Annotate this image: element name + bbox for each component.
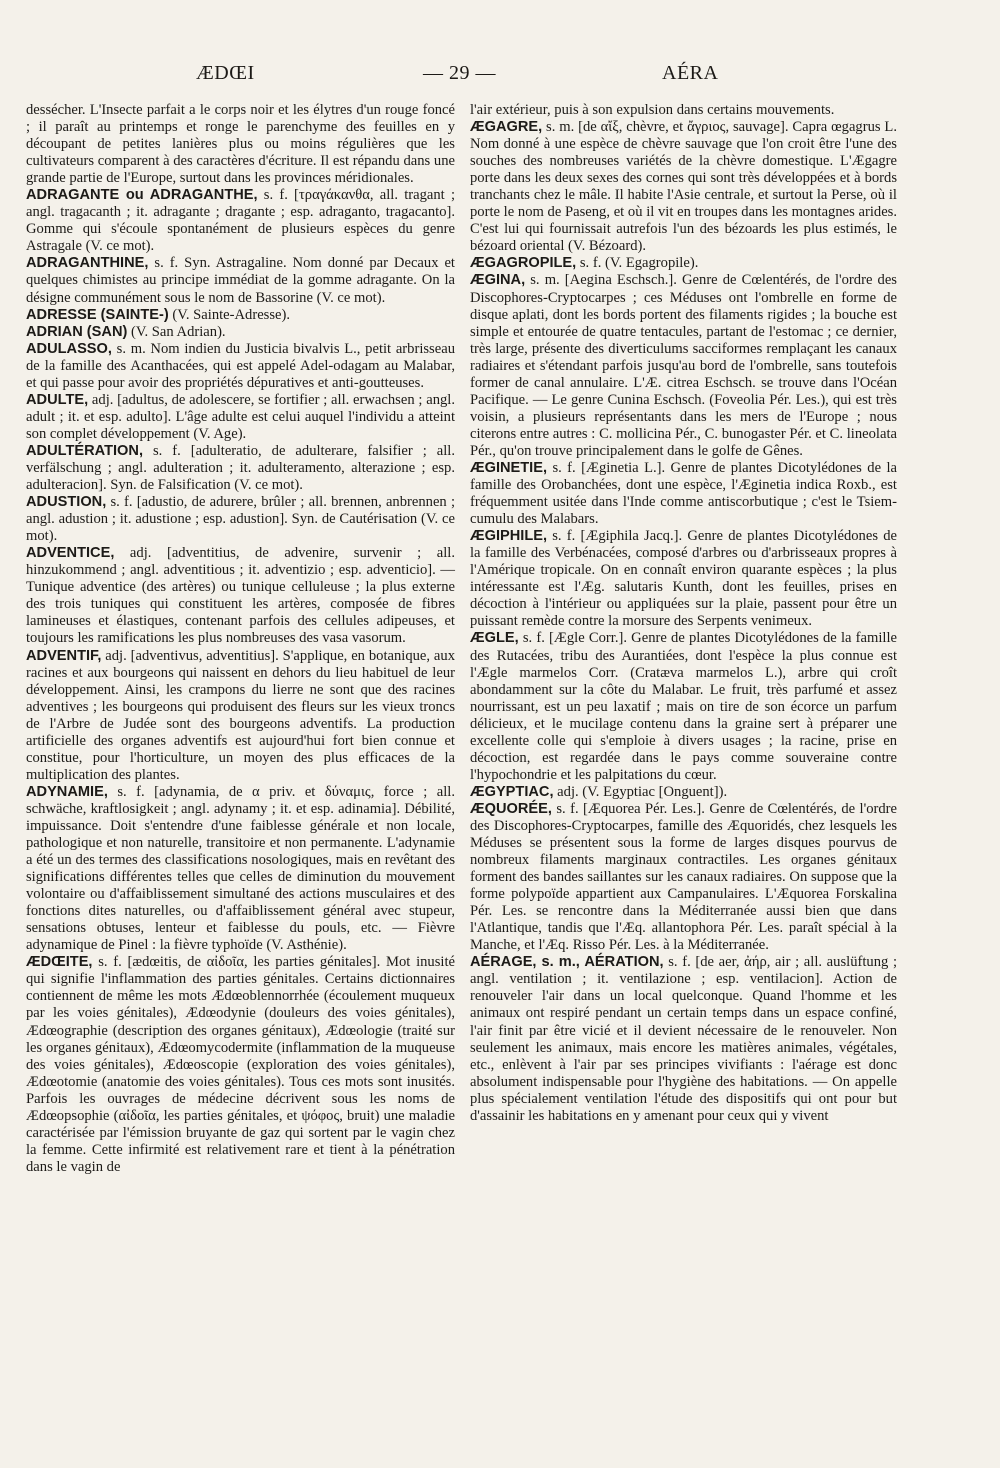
header-left-guide-word: ÆDŒI bbox=[196, 62, 255, 84]
entry-definition: adj. (V. Egyptiac [Onguent]). bbox=[553, 783, 728, 800]
entry-definition: dessécher. L'Insecte parfait a le corps noir et les élytres d'un rouge foncé ; il paraît au printemps et ronge le parenchyme des feuilles en y découpant de petites lanières plus ou moins régulières que les cultivateurs comparent à des caractères d'écriture. Il est répandu dans une grande partie de l'Europe, surtout dans les provinces méridionales. bbox=[26, 102, 455, 187]
entry-headword: ADUSTION, bbox=[26, 494, 107, 511]
dictionary-entry bbox=[470, 630, 897, 783]
page-number: — 29 — bbox=[423, 62, 496, 84]
entry-definition: s. f. [adulteratio, de adulterare, falsifier ; all. verfälschung ; angl. adulteration ; it. adulteramento, alterazione ; esp. adulteracion]. Syn. de Falsification (V. ce mot). bbox=[26, 442, 455, 494]
entry-headword: ADRAGANTHINE, bbox=[26, 255, 149, 272]
dictionary-entry bbox=[26, 255, 455, 306]
entry-definition: s. f. [Æquorea Pér. Les.]. Genre de Cœlentérés, de l'ordre des Discophores-Cryptocarpes, famille des Æquoridés, chez lesquels les Méduses se présentent sous la forme de larges disques pourvus de nombreux filaments marginaux contractiles. Les organes génitaux forment des bandes saillantes sur les canaux radiaires. On suppose que la forme polypoïde appartient aux Campanulaires. L'Æquorea Forskalina Pér. Les. se rencontre dans la Méditerranée aussi bien que dans l'Atlantique, tandis que l'Æq. allantophora Pér. Les. paraît spécial à la Manche, et l'Æq. Risso Pér. Les. à la Méditerranée. bbox=[470, 800, 897, 954]
entry-continuation bbox=[26, 102, 455, 187]
dictionary-entry bbox=[470, 460, 897, 528]
entry-continuation bbox=[470, 102, 897, 119]
entry-definition: s. m. [Aegina Eschsch.]. Genre de Cœlentérés, de l'ordre des Discophores-Cryptocarpes ; ces Méduses ont l'ombrelle en forme de disque aplati, dont les bords portent des filaments rigides ; la bouche est simple et entourée de quatre tentacules, partant de l'estomac ; ce dernier, très large, présente des diverticulums sacciformes remplaçant les canaux radiaires et s'étendant parfois jusqu'au bord de l'ombrelle, sans toutefois former de canal annulaire. L'Æ. citrea Eschsch. se trouve dans l'Océan Pacifique. — Le genre Cunina Eschsch. (Foveolia Pér. Les.), qui est très voisin, a plusieurs représentants dans les mers de l'Europe ; nous citerons entre autres : C. mollicina Pér., C. bunogaster Pér. et C. lineolata Pér., qu'on trouve principalement dans le golfe de Gênes. bbox=[470, 272, 897, 459]
entry-definition: s. m. [de αἴξ, chèvre, et ἄγριος, sauvage]. Capra œgagrus L. Nom donné à une espèce de chèvre sauvage que l'on croit être l'une des souches des nombreuses variétés de la chèvre domestique. L'Ægagre porte dans les deux sexes des cornes qui sont très développées et à bords tranchants chez le mâle. Il habite l'Asie centrale, et surtout la Perse, où il porte le nom de Paseng, et où il vit en troupes dans les montagnes arides. C'est lui qui fournissait autrefois l'un des bézoards les plus estimés, le bézoard oriental (V. Bézoard). bbox=[470, 119, 897, 255]
entry-headword: ÆGYPTIAC, bbox=[470, 783, 554, 800]
entry-headword: ÆGAGROPILE, bbox=[470, 255, 577, 272]
entry-headword: ADRESSE (SAINTE-) bbox=[26, 306, 169, 323]
dictionary-entry bbox=[470, 119, 897, 255]
entry-definition: s. f. [de aer, ἀήρ, air ; all. auslüftung ; angl. ventilation ; it. ventilazione ; esp. ventilacion]. Action de renouveler l'air dans un local quelconque. Quand l'homme et les animaux ont respiré pendant un certain temps dans un espace confiné, l'air finit par être vicié et il devient nécessaire de le renouveler. Non seulement les animaux, mais encore les matières animales, végétales, etc., enlèvent à l'air par ses principes vivifiants : l'aérage est donc absolument indispensable pour l'hygiène des habitations. — On appelle plus spécialement ventilation l'étude des dispositifs qui ont pour but d'assainir les habitations en y amenant pour ceux qui y vivent bbox=[470, 954, 898, 1124]
entry-definition: adj. [adventitius, de advenire, survenir ; all. hinzukommend ; angl. adventitious ; it. adventizio ; esp. adventicio]. — Tunique adventice (des artères) ou tunique celluleuse ; la plus externe des trois tuniques qui constituent les artères, composée de fibres lamineuses et élastiques, contenant parfois des cellules adipeuses, et toujours les ramifications les plus nombreuses des vasa vasorum. bbox=[26, 545, 455, 647]
entry-headword: ÆDŒITE, bbox=[26, 954, 93, 971]
entry-headword: ADULTÉRATION, bbox=[26, 442, 144, 459]
entry-headword: ADRAGANTE ou ADRAGANTHE, bbox=[26, 187, 258, 204]
entry-definition: adj. [adultus, de adolescere, se fortifier ; all. erwachsen ; angl. adult ; it. et esp. adulto]. L'âge adulte est celui auquel l'individu a atteint son complet développement (V. Age). bbox=[26, 391, 455, 442]
dictionary-entry bbox=[470, 784, 897, 801]
entry-definition: s. f. Syn. Astragaline. Nom donné par Decaux et quelques chimistes au principe immédiat de la gomme adragante. On la désigne communément sous le nom de Bassorine (V. ce mot). bbox=[26, 255, 455, 306]
entry-definition: s. f. [Æginetia L.]. Genre de plantes Dicotylédones de la famille des Orobanchées, dont une espèce, l'Æginetia indica Roxb., est fréquemment usitée dans l'Inde comme antiscorbutique ; c'est le Tsiem-cumulu des Malabars. bbox=[470, 459, 897, 528]
entry-headword: ÆGINETIE, bbox=[470, 459, 548, 476]
entry-definition: s. f. (V. Egagropile). bbox=[576, 255, 699, 272]
dictionary-entry bbox=[470, 954, 897, 1124]
entry-headword: ADVENTIF, bbox=[26, 647, 102, 664]
running-header bbox=[30, 62, 930, 92]
dictionary-entry bbox=[26, 494, 455, 545]
dictionary-entry bbox=[26, 392, 455, 443]
entry-definition: adj. [adventivus, adventitius]. S'applique, en botanique, aux racines et aux bourgeons qui naissent en dehors du lieu habituel de leur développement. Ainsi, les crampons du lierre ne sont que des racines adventives ; les bourgeons qui produisent des fleurs sur les vieux troncs de l'Arbre de Judée sont des bourgeons adventifs. La production artificielle des organes adventifs est aujourd'hui fort bien connue et constitue, pour l'horticulture, un moyen des plus efficaces de la multiplication des plantes. bbox=[26, 647, 455, 783]
dictionary-entry bbox=[26, 324, 455, 341]
entry-headword: ÆGIPHILE, bbox=[470, 528, 548, 545]
entry-definition: s. m. Nom indien du Justicia bivalvis L., petit arbrisseau de la famille des Acanthacées, qui est appelé Adel-odagam au Malabar, et qui passe pour avoir des propriétés dépuratives et anti-goutteuses. bbox=[26, 340, 455, 391]
entry-definition: s. f. [τραγάκανθα, all. tragant ; angl. tragacanth ; it. adragante ; dragante ; esp. adraganto, tragacanto]. Gomme qui s'écoule spontanément de plusieurs espèces du genre Astragale (V. ce mot). bbox=[26, 187, 455, 255]
dictionary-entry bbox=[470, 801, 897, 954]
entry-definition: s. f. [Ægiphila Jacq.]. Genre de plantes Dicotylédones de la famille des Verbénacées, composé d'arbres ou d'arbrisseaux propres à l'Amérique tropicale. On en connaît environ quarante espèces ; la plus intéressante est l'Æg. salutaris Kunth, dont les feuilles, prises en décoction à l'intérieur ou appliquées sur la plaie, passent pour être un puissant remède contre la morsure des Serpents venimeux. bbox=[470, 528, 897, 630]
dictionary-entry bbox=[470, 528, 897, 630]
entry-headword: ÆQUORÉE, bbox=[470, 800, 552, 817]
entry-definition: s. f. [adustio, de adurere, brûler ; all. brennen, anbrennen ; angl. adustion ; it. adustione ; esp. adustion]. Syn. de Cautérisation (V. ce mot). bbox=[26, 494, 455, 545]
right-column bbox=[470, 102, 897, 1125]
entry-headword: ADULTE, bbox=[26, 391, 89, 408]
dictionary-entry bbox=[26, 307, 455, 324]
dictionary-entry bbox=[26, 187, 455, 255]
entry-definition: s. f. [Ægle Corr.]. Genre de plantes Dicotylédones de la famille des Rutacées, tribu des Aurantiées, dont l'espèce la plus connue est l'Ægle marmelos Corr. (Cratæva marmelos L.), arbre qui croît abondamment sur la côte du Malabar. Le fruit, très parfumé et assez nourrissant, est un peu laxatif ; mais on tire de son écorce un parfum délicieux, et le mucilage contenu dans la graine sert à préparer une excellente colle qui s'emploie à divers usages ; la racine, prise en décoction, est regardée dans le pays comme souveraine contre l'hypochondrie et les palpitations du cœur. bbox=[470, 630, 897, 783]
entry-headword: ADULASSO, bbox=[26, 340, 112, 357]
entry-headword: ADRIAN (SAN) bbox=[26, 323, 128, 340]
entry-headword: ADVENTICE, bbox=[26, 545, 115, 562]
dictionary-entry bbox=[26, 341, 455, 392]
entry-definition: l'air extérieur, puis à son expulsion dans certains mouvements. bbox=[470, 102, 835, 118]
entry-definition: (V. Sainte-Adresse). bbox=[168, 306, 291, 323]
dictionary-entry bbox=[470, 272, 897, 460]
dictionary-entry bbox=[26, 648, 455, 784]
entry-definition: (V. San Adrian). bbox=[127, 323, 226, 340]
entry-headword: AÉRAGE, s. m., AÉRATION, bbox=[470, 954, 664, 971]
entry-definition: s. f. [ædœitis, de αἰδοῖα, les parties génitales]. Mot inusité qui signifie l'inflammation des parties génitales. Certains dictionnaires contiennent de même les mots Ædœoblennorrhée (écoulement muqueux par les voies génitales), Ædœodynie (douleurs des voies génitales), Ædœographie (description des organes génitaux), Ædœologie (traité sur les organes génitaux), Ædœomycodermite (inflammation de la muqueuse des voies génitales), Ædœoscopie (exploration des voies génitales), Ædœotomie (anatomie des voies génitales). Tous ces mots sont inusités. Parfois les ouvrages de médecine décrivent sous les noms de Ædœopsophie (αἰδοῖα, les parties génitales, et ψόφος, bruit) une maladie caractérisée par l'émission bruyante de gaz qui sortent par le vagin chez la femme. Cette infirmité est relativement rare et tient à la pénétration dans le vagin de bbox=[26, 954, 455, 1175]
dictionary-entry bbox=[470, 255, 897, 272]
entry-headword: ÆGAGRE, bbox=[470, 119, 543, 136]
entry-headword: ÆGINA, bbox=[470, 272, 526, 289]
dictionary-entry bbox=[26, 784, 455, 954]
entry-headword: ÆGLE, bbox=[470, 630, 519, 647]
dictionary-entry bbox=[26, 954, 455, 1176]
entry-headword: ADYNAMIE, bbox=[26, 783, 108, 800]
dictionary-entry bbox=[26, 545, 455, 647]
entry-definition: s. f. [adynamia, de α priv. et δύναμις, force ; all. schwäche, kraftlosigkeit ; angl. adynamy ; it. et esp. adinamia]. Débilité, impuissance. Doit s'entendre d'une faiblesse générale et non locale, pathologique et non naturelle, transitoire et non permanente. L'adynamie a été un des termes des classifications nosologiques, mais en revêtant des significations différentes telles que celles de diminution du mouvement volontaire ou d'affaiblissement simultané des actions musculaires et des fonctions dites naturelles, ou d'affaiblissement général avec stupeur, sensations obtuses, lenteur et faiblesse du pouls, etc. — Fièvre adynamique de Pinel : la fièvre typhoïde (V. Asthénie). bbox=[26, 783, 455, 954]
header-right-guide-word: AÉRA bbox=[662, 62, 719, 84]
dictionary-entry bbox=[26, 443, 455, 494]
left-column bbox=[26, 102, 455, 1176]
